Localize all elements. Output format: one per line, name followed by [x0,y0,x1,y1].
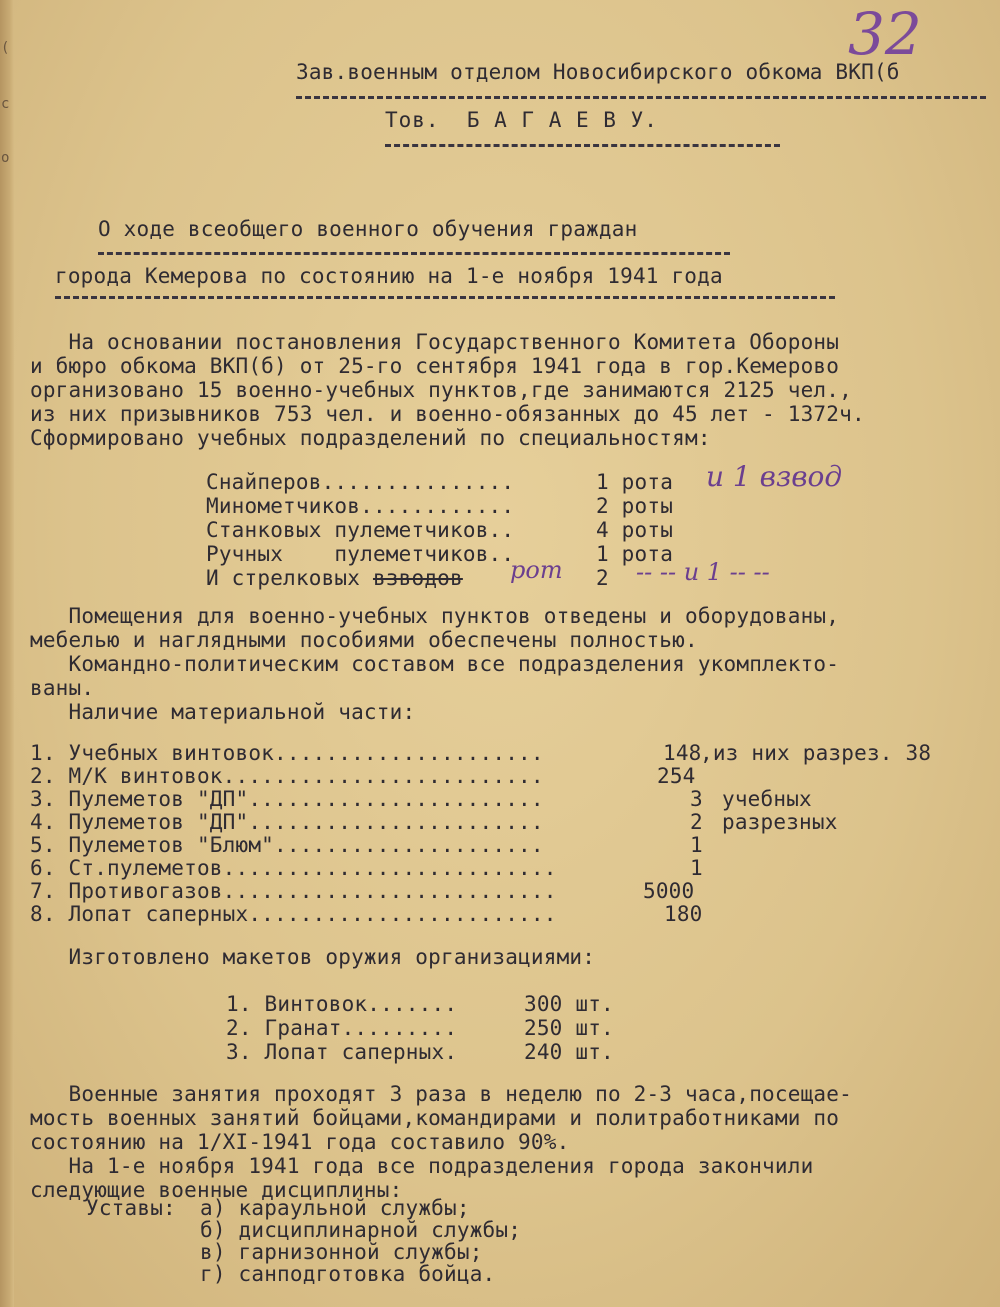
materiel-note: учебных [722,787,812,811]
closing-line-5: следующие военные дисциплины: [30,1178,403,1202]
paragraph-line-1: Помещения для военно-учебных пунктов отведены и оборудованы, [30,604,840,628]
unit-count: 2 [596,566,609,590]
title-line-2: города Кемерова по состоянию на 1-е ноября 1941 года [55,264,723,288]
handwritten-correction: рот [510,556,563,584]
discipline-item: а) караульной службы; [200,1196,470,1220]
unit-name: Снайперов............... [206,470,515,494]
unit-count: 1 рота [596,470,674,494]
materiel-value: 1 [690,833,703,857]
materiel-note: разрезных [722,810,838,834]
addressee-line: Зав.военным отделом Новосибирского обкома ВКП(б [296,60,900,84]
mockup-label: 2. Гранат......... [226,1016,458,1040]
binding-mark: о [1,150,10,166]
handwritten-note: и 1 взвод [706,460,843,493]
title-line-1: О ходе всеобщего военного обучения граждан [98,217,638,241]
intro-line-5: Сформировано учебных подразделений по специальностям: [30,426,711,450]
materiel-label: 7. Противогазов.......................... [30,879,557,903]
intro-line-2: и бюро обкома ВКП(б) от 25-го сентября 1941 года в гор.Кемерово [30,354,840,378]
closing-line-4: На 1-е ноября 1941 года все подразделения города закончили [30,1154,814,1178]
binding-mark: с [1,96,10,112]
materiel-value: 2 [690,810,703,834]
materiel-value: 1 [690,856,703,880]
materiel-label: 4. Пулеметов "ДП"....................... [30,810,544,834]
handwritten-note: -- -- и 1 -- -- [636,558,770,586]
mockup-value: 250 шт. [524,1016,614,1040]
paragraph-line-3: Командно-политическим составом все подразделения укомплекто- [30,652,840,676]
name-underline [385,144,780,147]
unit-count: 4 роты [596,518,674,542]
materiel-value: 3 [690,787,703,811]
title-underline-2 [55,296,835,299]
unit-name: Минометчиков............ [206,494,515,518]
materiel-label: 3. Пулеметов "ДП"....................... [30,787,544,811]
unit-count: 2 роты [596,494,674,518]
title-underline-1 [98,252,730,255]
materiel-note: ,из них разрез. 38 [700,741,932,765]
unit-name: Ручных пулеметчиков.. [206,542,515,566]
materiel-label: 6. Ст.пулеметов.......................... [30,856,557,880]
unit-name: Станковых пулеметчиков.. [206,518,515,542]
unit-count: 1 рота [596,542,674,566]
intro-line-1: На основании постановления Государственного Комитета Обороны [30,330,840,354]
struck-word: взводов [372,566,463,590]
mockup-value: 300 шт. [524,992,614,1016]
mockup-label: 3. Лопат саперных. [226,1040,458,1064]
paragraph-line-5: Наличие материальной части: [30,700,416,724]
paragraph-line-2: мебелью и наглядными пособиями обеспечены полностью. [30,628,698,652]
discipline-item: в) гарнизонной службы; [200,1240,483,1264]
materiel-value: 180 [664,902,703,926]
materiel-label: 1. Учебных винтовок..................... [30,741,544,765]
discipline-item: г) санподготовка бойца. [200,1262,496,1286]
unit-row-5 [206,566,463,590]
binding-edge [0,0,14,1307]
materiel-value: 254 [657,764,696,788]
header-underline [296,96,986,99]
materiel-label: 5. Пулеметов "Блюм"..................... [30,833,544,857]
mockup-value: 240 шт. [524,1040,614,1064]
closing-line-1: Военные занятия проходят 3 раза в неделю по 2-3 часа,посещае- [30,1082,852,1106]
materiel-label: 2. М/К винтовок......................... [30,764,544,788]
mockup-label: 1. Винтовок....... [226,992,458,1016]
intro-line-3: организовано 15 военно-учебных пунктов,где занимаются 2125 чел., [30,378,852,402]
discipline-item: б) дисциплинарной службы; [200,1218,522,1242]
closing-line-2: мость военных занятий бойцами,командирами и политработниками по [30,1106,840,1130]
handwritten-page-number: 32 [848,0,922,68]
intro-line-4: из них призывников 753 чел. и военно-обязанных до 45 лет - 1372ч. [30,402,865,426]
closing-line-3: состоянию на 1/ХI-1941 года составило 90%. [30,1130,570,1154]
materiel-value: 5000 [643,879,695,903]
mockups-heading: Изготовлено макетов оружия организациями: [30,945,596,969]
materiel-label: 8. Лопат саперных........................ [30,902,557,926]
materiel-value: 148 [663,741,702,765]
unit-name: И стрелковых [206,566,373,590]
paragraph-line-4: ваны. [30,676,95,700]
addressee-name: Тов. Б А Г А Е В У. [385,108,658,132]
disciplines-label: Уставы: [86,1196,176,1220]
binding-mark: ( [1,40,10,56]
